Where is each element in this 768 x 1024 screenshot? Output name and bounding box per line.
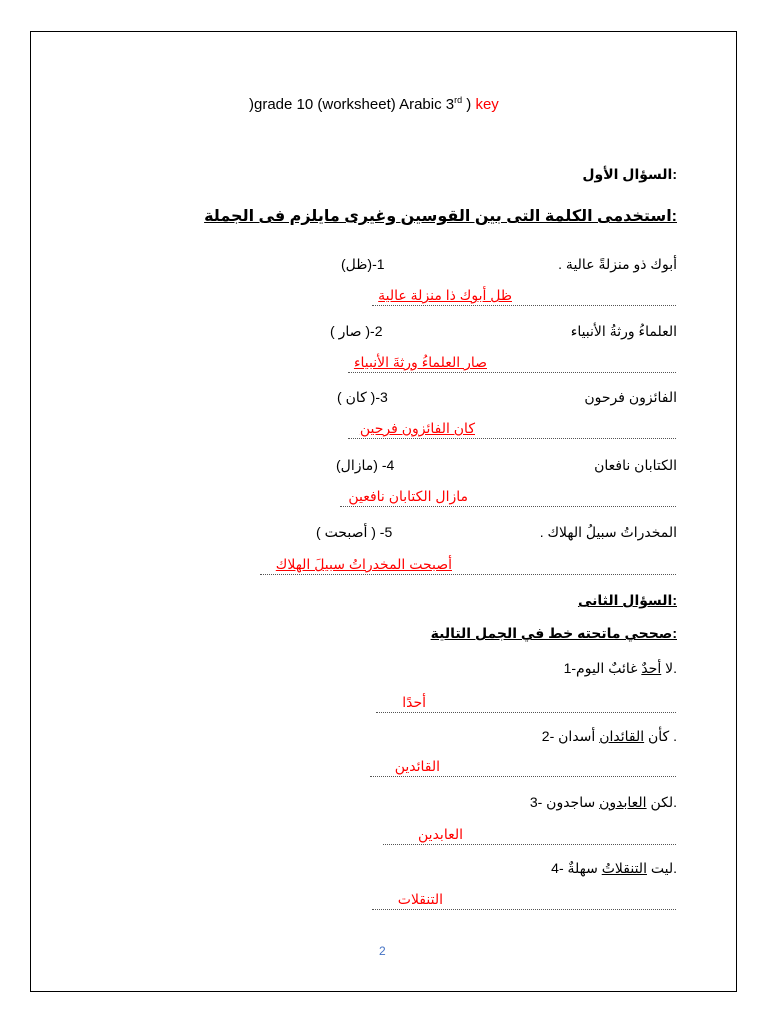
s1-answer-line-3 — [348, 438, 676, 439]
page-number: 2 — [379, 944, 386, 958]
s1-answer-1: ظل أبوك ذا منزلة عالية — [378, 287, 512, 303]
s1-answer-line-2 — [348, 372, 676, 373]
s2-answer-4: التنقلات — [397, 891, 443, 907]
section1-label: :السؤال الأول — [582, 166, 677, 182]
s1-answer-2: صار العلماءُ ورثةَ الأنبياء — [353, 354, 487, 370]
s2-underlined-2: القائدان — [599, 728, 645, 744]
s1-verb-4: (مازال) -4 — [336, 457, 395, 473]
worksheet-title — [249, 95, 499, 113]
s1-answer-line-5 — [260, 574, 676, 575]
s2-answer-2: القائدين — [394, 758, 440, 774]
s1-verb-5: ( أصبحت ) -5 — [316, 524, 393, 540]
s2-underlined-4: التنقلاتُ — [601, 860, 647, 876]
s2-answer-line-2 — [370, 776, 676, 777]
title-superscript: rd — [454, 95, 463, 105]
s2-answer-3: العابدين — [418, 826, 463, 842]
s1-answer-line-1 — [372, 305, 676, 306]
s1-sentence-4: الكتابان نافعان — [594, 457, 677, 473]
s1-sentence-1: أبوك ذو منزلةً عالية . — [558, 256, 677, 272]
title-key: key — [475, 96, 499, 113]
s1-answer-5: أصبحت المخدراتُ سبيلَ الهلاك — [275, 556, 452, 572]
section2-label: :السؤال الثانى — [577, 592, 677, 608]
title-text: )grade 10 (worksheet) Arabic 3 — [249, 96, 455, 113]
s1-sentence-2: العلماءُ ورثةُ الأنبياء — [570, 323, 677, 339]
title-suffix: ) — [462, 96, 476, 113]
s2-sentence-4: .ليت التنقلاتُ سهلةٌ -4 — [551, 860, 677, 876]
s2-answer-1: أحدًا — [402, 694, 426, 710]
s1-sentence-3: الفائزون فرحون — [584, 389, 677, 405]
s1-answer-4: مازال الكتابان نافعين — [348, 488, 468, 504]
s1-answer-line-4 — [340, 506, 676, 507]
section1-instruction: :استخدمى الكلمة التى بين القوسين وغيرى مايلزم فى الجملة — [204, 208, 677, 225]
s1-verb-1: (ظل)-1 — [341, 256, 385, 272]
s1-sentence-5: المخدراتُ سبيلُ الهلاك . — [539, 524, 677, 540]
s1-answer-3: كان الفائزون فرحين — [359, 420, 475, 436]
s2-underlined-3: العابدون — [599, 794, 647, 810]
section2-instruction: :صححي ماتحته خط في الجمل التالية — [430, 625, 677, 641]
s1-verb-2: ( صار )-2 — [330, 323, 383, 339]
s2-sentence-1: .لا أحدٌ غائبٌ اليوم-1 — [563, 660, 677, 676]
s2-answer-line-4 — [372, 909, 676, 910]
s2-sentence-3: .لكن العابدون ساجدون -3 — [529, 794, 677, 810]
s2-sentence-2: . كأن القائدان أسدان -2 — [541, 728, 677, 744]
s2-answer-line-1 — [376, 712, 676, 713]
s1-verb-3: ( كان )-3 — [337, 389, 388, 405]
s2-answer-line-3 — [383, 844, 676, 845]
s2-underlined-1: أحدٌ — [641, 660, 662, 676]
